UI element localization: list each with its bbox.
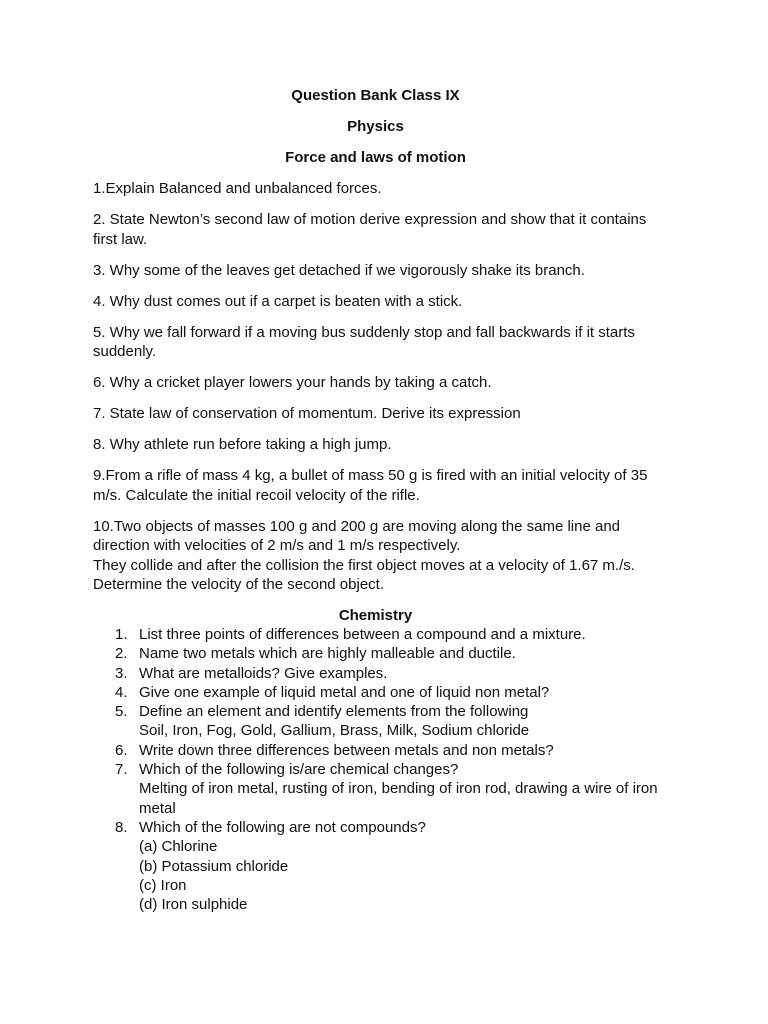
question-text-line: 7. State law of conservation of momentum. Derive its expression xyxy=(93,405,521,422)
question-text-line: 9.From a rifle of mass 4 kg, a bullet of mass 50 g is fired with an initial velocity of 35 xyxy=(93,467,648,484)
subject-heading: Physics xyxy=(347,118,404,135)
question-text-line: first law. xyxy=(93,230,148,248)
list-item-text-line: Define an element and identify elements from the following xyxy=(139,703,529,721)
physics-question xyxy=(93,517,678,595)
question-text-line: 4. Why dust comes out if a carpet is beaten with a stick. xyxy=(93,292,463,310)
list-item-text-line: (a) Chlorine xyxy=(139,838,218,856)
chemistry-question-list xyxy=(93,625,678,914)
physics-question xyxy=(93,404,678,424)
list-item-number: 7. xyxy=(115,761,128,779)
physics-question xyxy=(93,435,678,455)
physics-question-list xyxy=(93,179,678,595)
question-text-line: 2. State Newton’s second law of motion derive expression and show that it contains xyxy=(93,211,647,228)
question-text-line: 10.Two objects of masses 100 g and 200 g are moving along the same line and xyxy=(93,517,620,535)
list-item xyxy=(93,664,678,683)
list-item-text-line: Soil, Iron, Fog, Gold, Gallium, Brass, Milk, Sodium chloride xyxy=(139,722,530,740)
question-text-line: m/s. Calculate the initial recoil velocity of the rifle. xyxy=(93,486,420,504)
list-item xyxy=(93,818,678,914)
question-text-line: Determine the velocity of the second object. xyxy=(93,576,384,593)
list-item-number: 3. xyxy=(115,664,128,682)
list-item xyxy=(93,702,678,741)
physics-question xyxy=(93,261,678,281)
list-item-text-line: Which of the following is/are chemical changes? xyxy=(139,761,459,779)
list-item-text-line: Melting of iron metal, rusting of iron, bending of iron rod, drawing a wire of iron xyxy=(139,780,658,798)
physics-question xyxy=(93,466,678,505)
physics-question xyxy=(93,323,678,362)
list-item-text-line: What are metalloids? Give examples. xyxy=(139,664,388,682)
question-text-line: 8. Why athlete run before taking a high jump. xyxy=(93,436,392,453)
question-text-line: 5. Why we fall forward if a moving bus suddenly stop and fall backwards if it starts xyxy=(93,323,635,341)
list-item xyxy=(93,760,678,818)
list-item-text-line: List three points of differences between a compound and a mixture. xyxy=(139,626,586,643)
question-text-line: 3. Why some of the leaves get detached if we vigorously shake its branch. xyxy=(93,261,585,279)
list-item-text-line: (b) Potassium chloride xyxy=(139,857,289,875)
physics-question xyxy=(93,373,678,393)
list-item-text-line: Write down three differences between metals and non metals? xyxy=(139,741,554,759)
physics-question xyxy=(93,179,678,199)
list-item xyxy=(93,644,678,663)
question-text-line: suddenly. xyxy=(93,343,157,360)
list-item-text-line: Which of the following are not compounds? xyxy=(139,818,426,836)
list-item-text-line: Name two metals which are highly malleable and ductile. xyxy=(139,645,516,663)
list-item xyxy=(93,625,678,644)
question-text-line: 6. Why a cricket player lowers your hands by taking a catch. xyxy=(93,374,492,391)
question-text-line: They collide and after the collision the first object moves at a velocity of 1.67 m./s. xyxy=(93,556,635,574)
list-item-number: 2. xyxy=(115,645,128,663)
list-item-number: 4. xyxy=(115,683,128,701)
list-item-text-line: Give one example of liquid metal and one of liquid non metal? xyxy=(139,683,550,701)
document-title: Question Bank Class IX xyxy=(291,87,460,104)
chapter-heading: Force and laws of motion xyxy=(285,149,466,166)
list-item-number: 8. xyxy=(115,818,128,836)
list-item xyxy=(93,741,678,760)
list-item-number: 1. xyxy=(115,626,128,643)
list-item-text-line: metal xyxy=(139,799,176,817)
chemistry-heading: Chemistry xyxy=(338,607,413,624)
physics-question xyxy=(93,210,678,249)
physics-question xyxy=(93,292,678,312)
list-item-number: 5. xyxy=(115,703,128,721)
list-item xyxy=(93,683,678,702)
question-text-line: 1.Explain Balanced and unbalanced forces. xyxy=(93,180,382,197)
question-text-line: direction with velocities of 2 m/s and 1 m/s respectively. xyxy=(93,537,461,554)
list-item-text-line: (c) Iron xyxy=(139,876,187,894)
list-item-number: 6. xyxy=(115,741,128,759)
list-item-text-line: (d) Iron sulphide xyxy=(139,896,248,914)
